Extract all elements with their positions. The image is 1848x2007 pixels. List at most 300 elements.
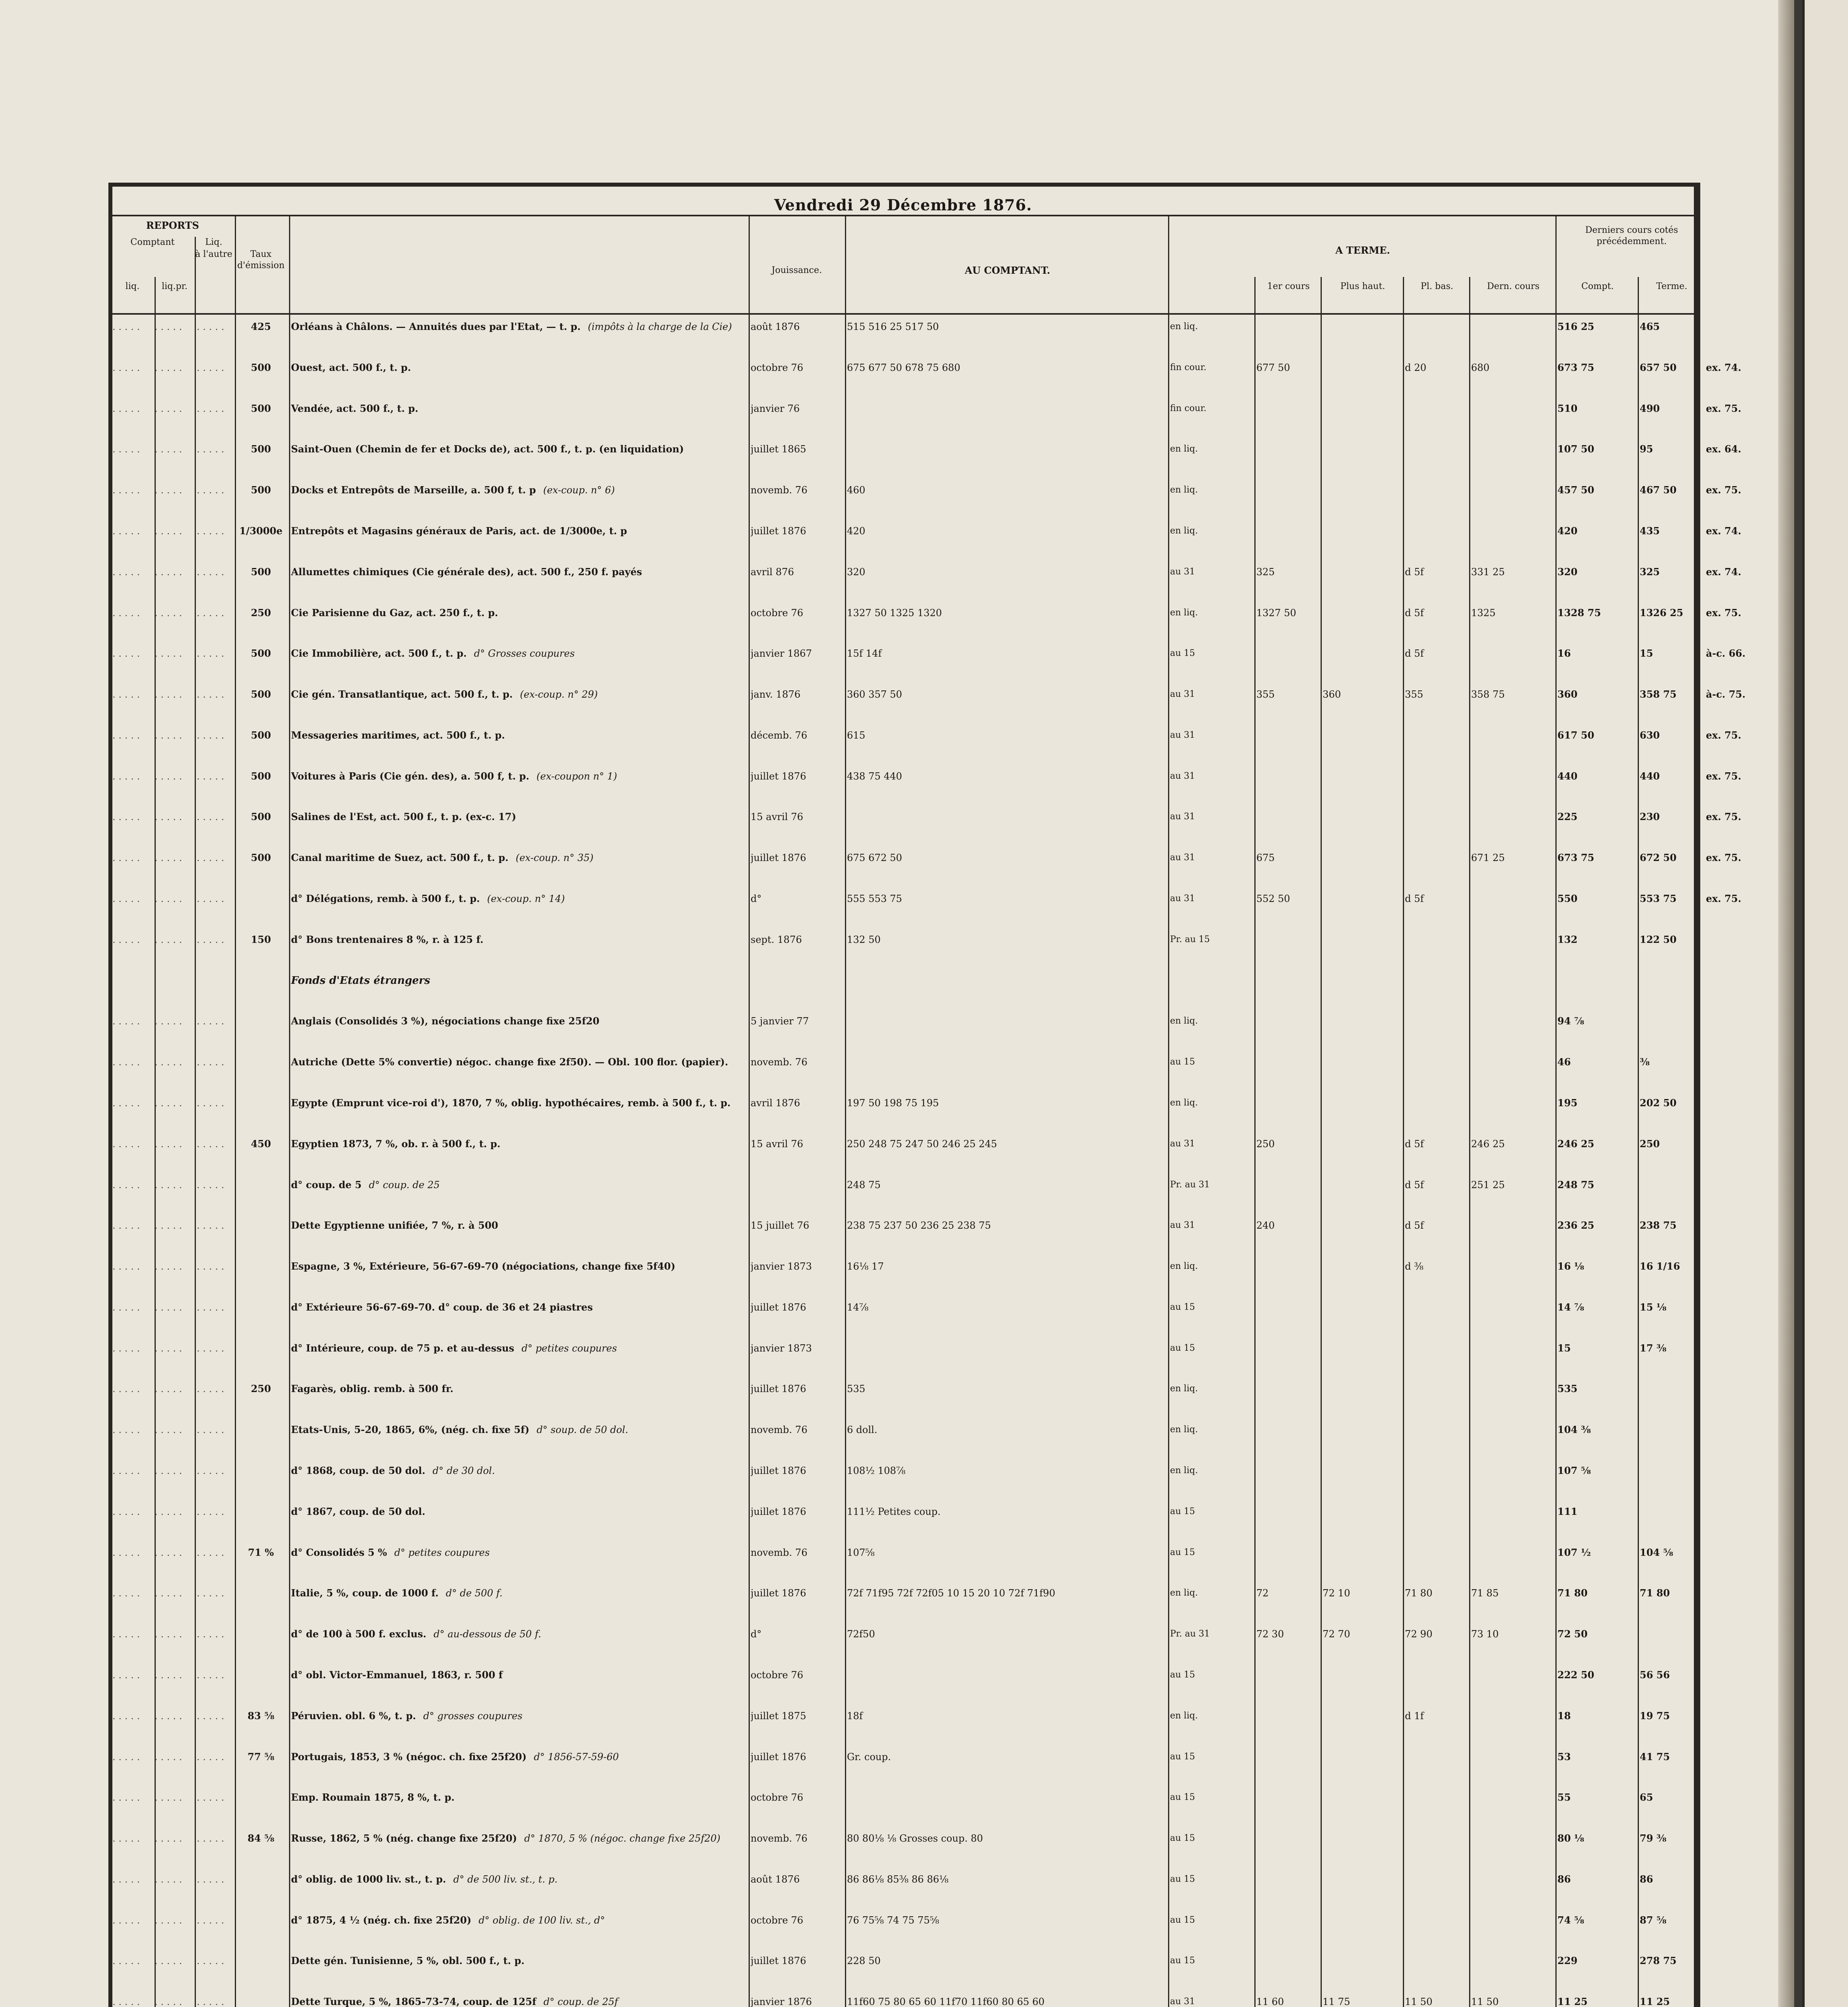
- emission-rate: [235, 889, 287, 908]
- table-row: [112, 1829, 1694, 1848]
- premier-cours-header: 1er cours: [1267, 281, 1310, 291]
- lowest-price: [1405, 521, 1469, 541]
- security-name: [291, 1175, 749, 1195]
- previous-cash-price: 673 75: [1557, 362, 1594, 373]
- dividend: ex. 75.: [1706, 729, 1742, 741]
- lowest-price: [1405, 930, 1469, 949]
- security-name: [291, 1543, 749, 1562]
- table-row: [112, 603, 1742, 623]
- term-settlement: en liq.: [1170, 1425, 1198, 1435]
- a-terme-header: A TERME.: [1335, 244, 1390, 256]
- dividend: [1706, 1788, 1798, 1807]
- security-name: [291, 1788, 749, 1807]
- security-name: [291, 644, 749, 663]
- previous-cash-price: 229: [1557, 1955, 1578, 1966]
- security-name: [291, 726, 749, 745]
- cash-prices: 72f50: [847, 1628, 875, 1640]
- liq-dots: . . . . .: [197, 893, 224, 904]
- jouissance-date: décemb. 76: [751, 730, 808, 741]
- last-price: [1471, 807, 1555, 826]
- lowest-price: d 1f: [1405, 1710, 1424, 1722]
- table-row: [112, 1788, 1694, 1807]
- security-subtitle: d° oblig. de 100 liv. st., d°: [478, 1915, 605, 1926]
- jouissance-date: juillet 1875: [751, 1710, 806, 1722]
- security-title: Russe, 1862, 5 % (nég. change fixe 25f20): [291, 1832, 517, 1844]
- previous-cash-price: 18: [1557, 1710, 1571, 1722]
- previous-cash-price: 107 50: [1557, 443, 1594, 455]
- last-price: [1471, 1216, 1555, 1235]
- terme-header: Terme.: [1656, 281, 1687, 291]
- table-row: [112, 1870, 1694, 1889]
- previous-cash-price: 673 75: [1557, 852, 1594, 863]
- previous-cash-price: 617 50: [1557, 729, 1594, 741]
- security-title: Salines de l'Est, act. 500 f., t. p. (ex-c. 17): [291, 811, 516, 822]
- quotation-table-body: [112, 317, 1746, 2007]
- derniers-cours-header: Derniers cours cotés précédemment.: [1585, 225, 1678, 246]
- report-dots: . . . . .: [155, 1138, 182, 1150]
- term-settlement: en liq.: [1170, 526, 1198, 536]
- term-settlement: en liq.: [1170, 485, 1198, 495]
- last-price: [1471, 930, 1555, 949]
- security-name: [291, 1216, 749, 1235]
- previous-cash-price: 55: [1557, 1791, 1571, 1803]
- previous-term-price: 19 75: [1640, 1710, 1670, 1722]
- security-subtitle: d° coup. de 25f: [543, 1996, 618, 2007]
- security-name: [291, 848, 749, 867]
- emission-rate: [235, 1339, 287, 1358]
- term-settlement: au 15: [1170, 648, 1195, 658]
- security-subtitle: d° petites coupures: [521, 1343, 617, 1354]
- term-settlement: au 31: [1170, 771, 1195, 781]
- report-dots: . . . . .: [155, 1465, 182, 1476]
- previous-term-price: 41 75: [1640, 1751, 1670, 1763]
- term-settlement: au 31: [1170, 730, 1195, 740]
- table-row: [112, 562, 1742, 582]
- liq-dots: . . . . .: [197, 321, 224, 332]
- security-title: Orléans à Châlons. — Annuités dues par l'Etat, — t. p.: [291, 321, 581, 332]
- emission-rate: 500: [250, 688, 271, 700]
- security-name: [291, 1665, 749, 1685]
- previous-term-price: 250: [1640, 1138, 1660, 1150]
- liq-dots: . . . . .: [197, 1751, 224, 1763]
- previous-term-price: [1640, 1624, 1704, 1644]
- report-dots: . . . . .: [112, 1833, 140, 1844]
- jouissance-date: janvier 1867: [751, 648, 812, 659]
- previous-cash-price: 74 ⅝: [1557, 1914, 1584, 1926]
- emission-rate: 250: [250, 607, 271, 619]
- emission-rate: 1/3000e: [239, 525, 283, 537]
- first-price: [1256, 807, 1321, 826]
- report-dots: . . . . .: [155, 362, 182, 373]
- previous-term-price: 1326 25: [1640, 607, 1683, 619]
- dividend: ex. 75.: [1706, 811, 1742, 822]
- security-name: [291, 1339, 749, 1358]
- first-price: 355: [1256, 689, 1275, 700]
- report-dots: . . . . .: [155, 1915, 182, 1926]
- plus-bas-header: Pl. bas.: [1421, 281, 1453, 291]
- liq-dots: . . . . .: [197, 1833, 224, 1844]
- security-subtitle: (ex-coupon n° 1): [536, 771, 617, 782]
- table-row: [112, 521, 1742, 541]
- cash-prices: 438 75 440: [847, 771, 902, 782]
- report-dots: . . . . .: [155, 648, 182, 659]
- highest-price: [1323, 767, 1403, 786]
- jouissance-date: juillet 1876: [751, 1465, 806, 1476]
- jouissance-date: août 1876: [751, 321, 800, 332]
- previous-term-price: 230: [1640, 811, 1660, 822]
- emission-rate: 83 ⅝: [247, 1710, 275, 1722]
- first-price: [1256, 317, 1321, 336]
- dividend: [1706, 1584, 1798, 1603]
- cash-prices: 16⅛ 17: [847, 1261, 884, 1272]
- highest-price: [1323, 930, 1403, 949]
- report-dots: . . . . .: [112, 1506, 140, 1517]
- first-price: [1256, 399, 1321, 418]
- report-dots: . . . . .: [155, 1424, 182, 1435]
- report-dots: . . . . .: [112, 362, 140, 373]
- jouissance-date: octobre 76: [751, 1669, 804, 1681]
- security-name: [291, 1951, 749, 1970]
- report-dots: . . . . .: [155, 1751, 182, 1763]
- cash-prices: 6 doll.: [847, 1424, 877, 1435]
- security-name: [291, 807, 749, 826]
- emission-rate: [235, 1216, 287, 1235]
- dividend: ex. 74.: [1706, 362, 1742, 373]
- cash-prices: 15f 14f: [847, 648, 882, 659]
- first-price: [1256, 767, 1321, 786]
- report-dots: . . . . .: [112, 1588, 140, 1599]
- highest-price: [1323, 848, 1403, 867]
- previous-term-price: 202 50: [1640, 1097, 1677, 1109]
- lowest-price: d 5f: [1405, 893, 1424, 904]
- highest-price: [1323, 1175, 1403, 1195]
- emission-rate: 77 ⅝: [247, 1751, 275, 1763]
- first-price: [1256, 521, 1321, 541]
- first-price: 240: [1256, 1220, 1275, 1231]
- first-price: [1256, 644, 1321, 663]
- previous-cash-price: 550: [1557, 893, 1578, 904]
- report-dots: . . . . .: [112, 1915, 140, 1926]
- first-price: 677 50: [1256, 362, 1290, 373]
- lowest-price: [1405, 440, 1469, 459]
- report-dots: . . . . .: [112, 607, 140, 619]
- highest-price: [1323, 521, 1403, 541]
- security-subtitle: d° au-dessous de 50 f.: [434, 1628, 541, 1640]
- previous-term-price: 630: [1640, 729, 1660, 741]
- previous-cash-price: 195: [1557, 1097, 1578, 1109]
- liq-dots: . . . . .: [197, 403, 224, 414]
- last-price: [1471, 1788, 1555, 1807]
- security-title: Emp. Roumain 1875, 8 %, t. p.: [291, 1791, 455, 1803]
- previous-cash-price: 107 ½: [1557, 1547, 1591, 1558]
- table-row: [112, 1992, 1694, 2007]
- last-price: [1471, 440, 1555, 459]
- liq-dots: . . . . .: [197, 1915, 224, 1926]
- liq-dots: . . . . .: [197, 934, 224, 945]
- last-price: [1471, 1502, 1555, 1521]
- report-dots: . . . . .: [112, 566, 140, 578]
- first-price: 552 50: [1256, 893, 1290, 904]
- security-subtitle: d° de 500 liv. st., t. p.: [453, 1874, 558, 1885]
- emission-rate: [235, 1257, 287, 1276]
- cash-prices: 111½ Petites coup.: [847, 1506, 941, 1517]
- highest-price: 72 10: [1323, 1588, 1350, 1599]
- liq-dots: . . . . .: [197, 1710, 224, 1722]
- report-dots: . . . . .: [155, 1710, 182, 1722]
- lowest-price: [1405, 1093, 1469, 1113]
- table-row: [112, 358, 1742, 377]
- first-price: 325: [1256, 566, 1275, 578]
- previous-cash-price: 111: [1557, 1506, 1578, 1517]
- previous-cash-price: 246 25: [1557, 1138, 1594, 1150]
- security-title: Vendée, act. 500 f., t. p.: [291, 403, 419, 414]
- table-row: [112, 1706, 1694, 1726]
- jouissance-date: juillet 1876: [751, 771, 806, 782]
- previous-term-price: [1640, 1502, 1704, 1521]
- header-rule-bottom: [112, 313, 1694, 315]
- highest-price: 11 75: [1323, 1996, 1350, 2007]
- security-subtitle: d° grosses coupures: [423, 1710, 523, 1722]
- security-subtitle: (ex-coup. n° 14): [487, 893, 565, 904]
- report-dots: . . . . .: [112, 1751, 140, 1763]
- lowest-price: d 5f: [1405, 607, 1424, 619]
- last-price: [1471, 399, 1555, 418]
- security-name: [291, 1829, 749, 1848]
- security-title: d° coup. de 5: [291, 1179, 362, 1191]
- table-row: [112, 440, 1742, 459]
- dividend: [1706, 1624, 1798, 1644]
- cash-prices: 555 553 75: [847, 893, 902, 904]
- lowest-price: d 5f: [1405, 1138, 1424, 1150]
- jouissance-date: 15 juillet 76: [751, 1220, 810, 1231]
- first-price: [1256, 1461, 1321, 1480]
- cash-prices: 108½ 108⅞: [847, 1465, 906, 1476]
- report-dots: . . . . .: [112, 403, 140, 414]
- previous-cash-price: 132: [1557, 934, 1578, 945]
- cash-prices: 675 677 50 678 75 680: [847, 362, 961, 373]
- security-subtitle: d° soup. de 50 dol.: [536, 1424, 629, 1435]
- jouissance-date: novemb. 76: [751, 1424, 808, 1435]
- emission-rate: [235, 1870, 287, 1889]
- security-name: [291, 358, 749, 377]
- highest-price: [1323, 644, 1403, 663]
- previous-term-price: 325: [1640, 566, 1660, 578]
- table-row: [112, 848, 1742, 867]
- previous-cash-price: 360: [1557, 688, 1578, 700]
- liq-dots: . . . . .: [197, 852, 224, 863]
- jouissance-date: juillet 1876: [751, 525, 806, 537]
- last-price: [1471, 317, 1555, 336]
- dividend: [1706, 1339, 1798, 1358]
- jouissance-date: novemb. 76: [751, 1833, 808, 1844]
- dividend: [1706, 1379, 1798, 1398]
- last-price: 1325: [1471, 607, 1496, 619]
- previous-term-price: 65: [1640, 1791, 1653, 1803]
- dividend: ex. 75.: [1706, 484, 1742, 496]
- security-subtitle: (ex-coup. n° 35): [515, 852, 594, 863]
- previous-cash-price: 440: [1557, 770, 1578, 782]
- dernier-cours-header: Dern. cours: [1487, 281, 1540, 291]
- last-price: 71 85: [1471, 1588, 1499, 1599]
- emission-rate: [235, 1461, 287, 1480]
- cash-prices: [847, 1339, 1168, 1358]
- report-dots: . . . . .: [112, 934, 140, 945]
- first-price: [1256, 1379, 1321, 1398]
- report-dots: . . . . .: [155, 484, 182, 496]
- first-price: 11 60: [1256, 1996, 1284, 2007]
- lowest-price: [1405, 1870, 1469, 1889]
- report-dots: . . . . .: [155, 1383, 182, 1394]
- report-dots: . . . . .: [112, 811, 140, 822]
- security-name: [291, 317, 749, 336]
- report-dots: . . . . .: [155, 1588, 182, 1599]
- lowest-price: [1405, 1379, 1469, 1398]
- jouissance-date: octobre 76: [751, 607, 804, 619]
- cash-prices: 535: [847, 1383, 865, 1394]
- emission-rate: 150: [250, 934, 271, 945]
- taux-header: Taux d'émission: [237, 249, 285, 271]
- highest-price: [1323, 562, 1403, 582]
- table-row: [112, 1543, 1694, 1562]
- previous-term-price: 11 25: [1640, 1996, 1670, 2007]
- previous-term-price: 553 75: [1640, 893, 1677, 904]
- jouissance-date: juillet 1876: [751, 1588, 806, 1599]
- dividend: ex. 64.: [1706, 443, 1742, 455]
- dividend: [1706, 1951, 1798, 1970]
- emission-rate: 500: [250, 852, 271, 863]
- security-name: [291, 521, 749, 541]
- security-title: Autriche (Dette 5% convertie) négoc. change fixe 2f50). — Obl. 100 flor. (papier).: [291, 1056, 729, 1068]
- report-dots: . . . . .: [112, 771, 140, 782]
- report-dots: . . . . .: [112, 444, 140, 455]
- cash-prices: 11f60 75 80 65 60 11f70 11f60 80 65 60: [847, 1996, 1045, 2007]
- last-price: [1471, 1339, 1555, 1358]
- lowest-price: [1405, 1298, 1469, 1317]
- previous-term-price: 15 ⅛: [1640, 1301, 1667, 1313]
- first-price: 250: [1256, 1138, 1275, 1150]
- first-price: [1256, 1257, 1321, 1276]
- highest-price: [1323, 1052, 1403, 1072]
- term-settlement: en liq.: [1170, 608, 1198, 618]
- first-price: [1256, 1420, 1321, 1439]
- term-settlement: au 15: [1170, 1792, 1195, 1802]
- cash-prices: 460: [847, 484, 865, 496]
- lowest-price: [1405, 1665, 1469, 1685]
- previous-cash-price: 225: [1557, 811, 1578, 822]
- security-subtitle: d° petites coupures: [394, 1547, 490, 1558]
- report-dots: . . . . .: [112, 1955, 140, 1966]
- previous-cash-price: 248 75: [1557, 1179, 1594, 1191]
- report-dots: . . . . .: [155, 934, 182, 945]
- lowest-price: 11 50: [1405, 1996, 1433, 2007]
- first-price: [1256, 1052, 1321, 1072]
- liq-dots: . . . . .: [197, 1506, 224, 1517]
- previous-cash-price: 1328 75: [1557, 607, 1601, 619]
- report-dots: . . . . .: [155, 1220, 182, 1231]
- last-price: [1471, 644, 1555, 663]
- report-dots: . . . . .: [112, 1302, 140, 1313]
- jouissance-header: Jouissance.: [771, 265, 822, 275]
- lowest-price: 71 80: [1405, 1588, 1433, 1599]
- lowest-price: [1405, 848, 1469, 867]
- previous-cash-price: 510: [1557, 403, 1578, 414]
- term-settlement: en liq.: [1170, 322, 1198, 332]
- highest-price: [1323, 1012, 1403, 1031]
- report-dots: . . . . .: [155, 1792, 182, 1803]
- dividend: ex. 74.: [1706, 566, 1742, 578]
- security-title: Dette Egyptienne unifiée, 7 %, r. à 500: [291, 1219, 499, 1231]
- liq-dots: . . . . .: [197, 1179, 224, 1191]
- last-price: [1471, 726, 1555, 745]
- emission-rate: [235, 1420, 287, 1439]
- liq-dots: . . . . .: [197, 1343, 224, 1354]
- first-price: [1256, 440, 1321, 459]
- highest-price: [1323, 1420, 1403, 1439]
- last-price: [1471, 1706, 1555, 1726]
- report-dots: . . . . .: [112, 1179, 140, 1191]
- security-name: [291, 562, 749, 582]
- term-settlement: au 31: [1170, 1997, 1195, 2007]
- report-dots: . . . . .: [112, 1792, 140, 1803]
- report-dots: . . . . .: [155, 566, 182, 578]
- first-price: [1256, 1012, 1321, 1031]
- previous-term-price: [1640, 1175, 1704, 1195]
- report-dots: . . . . .: [155, 1016, 182, 1027]
- security-title: Péruvien. obl. 6 %, t. p.: [291, 1710, 416, 1722]
- jouissance-date: juillet 1865: [751, 444, 806, 455]
- table-row: [112, 1951, 1694, 1970]
- previous-cash-price: 72 50: [1557, 1628, 1588, 1640]
- previous-cash-price: 457 50: [1557, 484, 1594, 496]
- liq-dots: . . . . .: [197, 484, 224, 496]
- report-dots: . . . . .: [112, 1016, 140, 1027]
- security-name: [291, 1298, 749, 1317]
- cash-prices: 360 357 50: [847, 689, 902, 700]
- jouissance-date: octobre 76: [751, 1915, 804, 1926]
- jouissance-date: juillet 1876: [751, 1506, 806, 1517]
- jouissance-date: janvier 1873: [751, 1343, 812, 1354]
- security-title: Ouest, act. 500 f., t. p.: [291, 362, 411, 373]
- table-row: [112, 1584, 1694, 1603]
- previous-cash-price: 94 ⅞: [1557, 1015, 1584, 1027]
- last-price: 11 50: [1471, 1996, 1499, 2007]
- previous-cash-price: 16 ⅛: [1557, 1260, 1584, 1272]
- highest-price: 360: [1323, 689, 1341, 700]
- security-title: d° obl. Victor-Emmanuel, 1863, r. 500 f: [291, 1669, 503, 1681]
- cash-prices: 1327 50 1325 1320: [847, 607, 942, 619]
- first-price: [1256, 726, 1321, 745]
- first-price: 72 30: [1256, 1628, 1284, 1640]
- jouissance-date: avril 876: [751, 566, 794, 578]
- dividend: [1706, 1870, 1798, 1889]
- page-fold: [1778, 0, 1794, 2007]
- previous-term-price: [1640, 1461, 1704, 1480]
- security-title: d° 1868, coup. de 50 dol.: [291, 1465, 425, 1476]
- lowest-price: d 5f: [1405, 566, 1424, 578]
- security-title: d° Consolidés 5 %: [291, 1547, 387, 1558]
- highest-price: [1323, 726, 1403, 745]
- term-settlement: Pr. au 31: [1170, 1629, 1210, 1639]
- jouissance-date: novemb. 76: [751, 484, 808, 496]
- last-price: [1471, 1093, 1555, 1113]
- last-price: [1471, 1012, 1555, 1031]
- security-title: Anglais (Consolidés 3 %), négociations change fixe 25f20: [291, 1015, 600, 1027]
- cash-prices: 228 50: [847, 1955, 881, 1966]
- cash-prices: [847, 807, 1168, 826]
- dividend: [1706, 1747, 1798, 1767]
- highest-price: [1323, 1461, 1403, 1480]
- jouissance-date: novemb. 76: [751, 1056, 808, 1068]
